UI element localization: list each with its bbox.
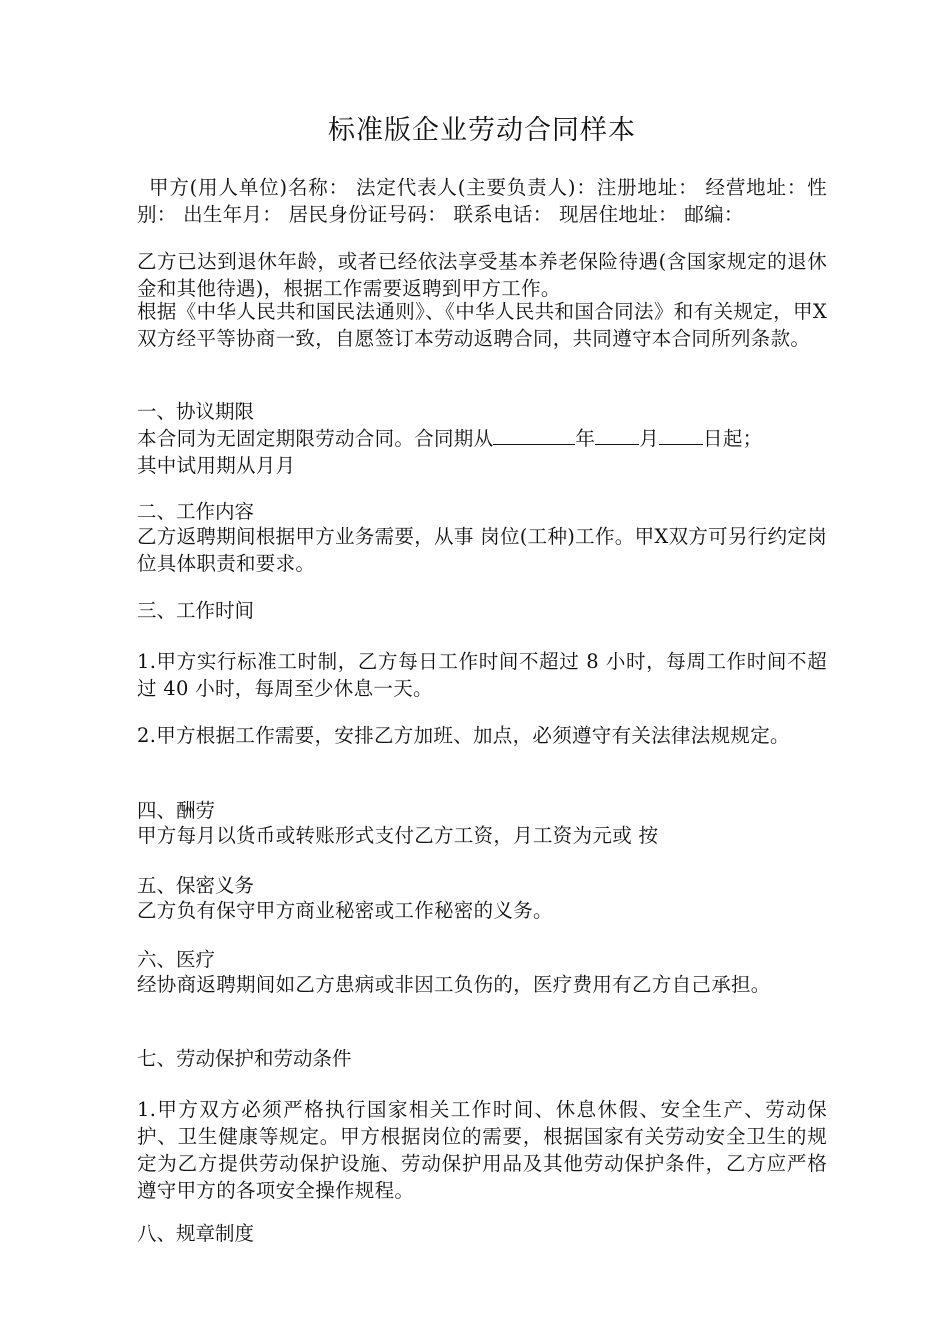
party-info-paragraph: 甲方(用人单位)名称： 法定代表人(主要负责人)：注册地址： 经营地址：性别： 出生年月： 居民身份证号码： 联系电话： 现居住地址： 邮编： [137, 176, 827, 226]
day-label: 日起； [703, 427, 763, 450]
section-heading-pay: 四、酬劳 [137, 799, 216, 822]
day-blank[interactable] [659, 426, 703, 445]
document-title: 标准版企业劳动合同样本 [328, 115, 636, 146]
year-blank[interactable] [493, 426, 575, 445]
section-heading-labor-protection: 七、劳动保护和劳动条件 [137, 1047, 352, 1070]
section-heading-work-content: 二、工作内容 [137, 500, 255, 523]
work-hours-item-2: 2.甲方根据工作需要，安排乙方加班、加点，必须遵守有关法律法规规定。 [137, 724, 790, 747]
term-line [137, 425, 827, 452]
section-heading-term: 一、协议期限 [137, 400, 255, 423]
work-content-paragraph: 乙方返聘期间根据甲方业务需要，从事 岗位(工种)工作。甲X双方可另行约定岗位具体职责和要求。 [137, 525, 827, 575]
section-heading-rules: 八、规章制度 [137, 1222, 255, 1245]
section-heading-confidentiality: 五、保密义务 [137, 874, 255, 897]
probation-line: 其中试用期从月月 [137, 454, 296, 477]
work-hours-item-1: 1.甲方实行标准工时制，乙方每日工作时间不超过 8 小时，每周工作时间不超过 40 小时，每周至少休息一天。 [137, 650, 827, 700]
section-heading-work-hours: 三、工作时间 [137, 599, 255, 622]
legal-basis-paragraph: 根据《中华人民共和国民法通则》、《中华人民共和国合同法》和有关规定，甲X双方经平等协商一致，自愿签订本劳动返聘合同，共同遵守本合同所列条款。 [137, 300, 827, 350]
month-label: 月 [639, 427, 660, 450]
term-line-text: 本合同为无固定期限劳动合同。合同期从 [137, 427, 494, 450]
month-blank[interactable] [595, 426, 639, 445]
retire-clause-paragraph: 乙方已达到退休年龄，或者已经依法享受基本养老保险待遇(含国家规定的退休金和其他待遇)，根据工作需要返聘到甲方工作。 [137, 250, 827, 300]
confidentiality-paragraph: 乙方负有保守甲方商业秘密或工作秘密的义务。 [137, 899, 553, 922]
section-heading-medical: 六、医疗 [137, 948, 216, 971]
pay-paragraph: 甲方每月以货币或转账形式支付乙方工资，月工资为元或 按 [137, 824, 659, 847]
labor-protection-item-1: 1.甲方双方必须严格执行国家相关工作时间、休息休假、安全生产、劳动保护、卫生健康等规定。甲方根据岗位的需要，根据国家有关劳动安全卫生的规定为乙方提供劳动保护设施、劳动保护用品及其他劳动保护条件，乙方应严格遵守甲方的各项安全操作规程。 [137, 1098, 827, 1202]
year-label: 年 [575, 427, 596, 450]
medical-paragraph: 经协商返聘期间如乙方患病或非因工负伤的，医疗费用有乙方自己承担。 [137, 973, 771, 996]
